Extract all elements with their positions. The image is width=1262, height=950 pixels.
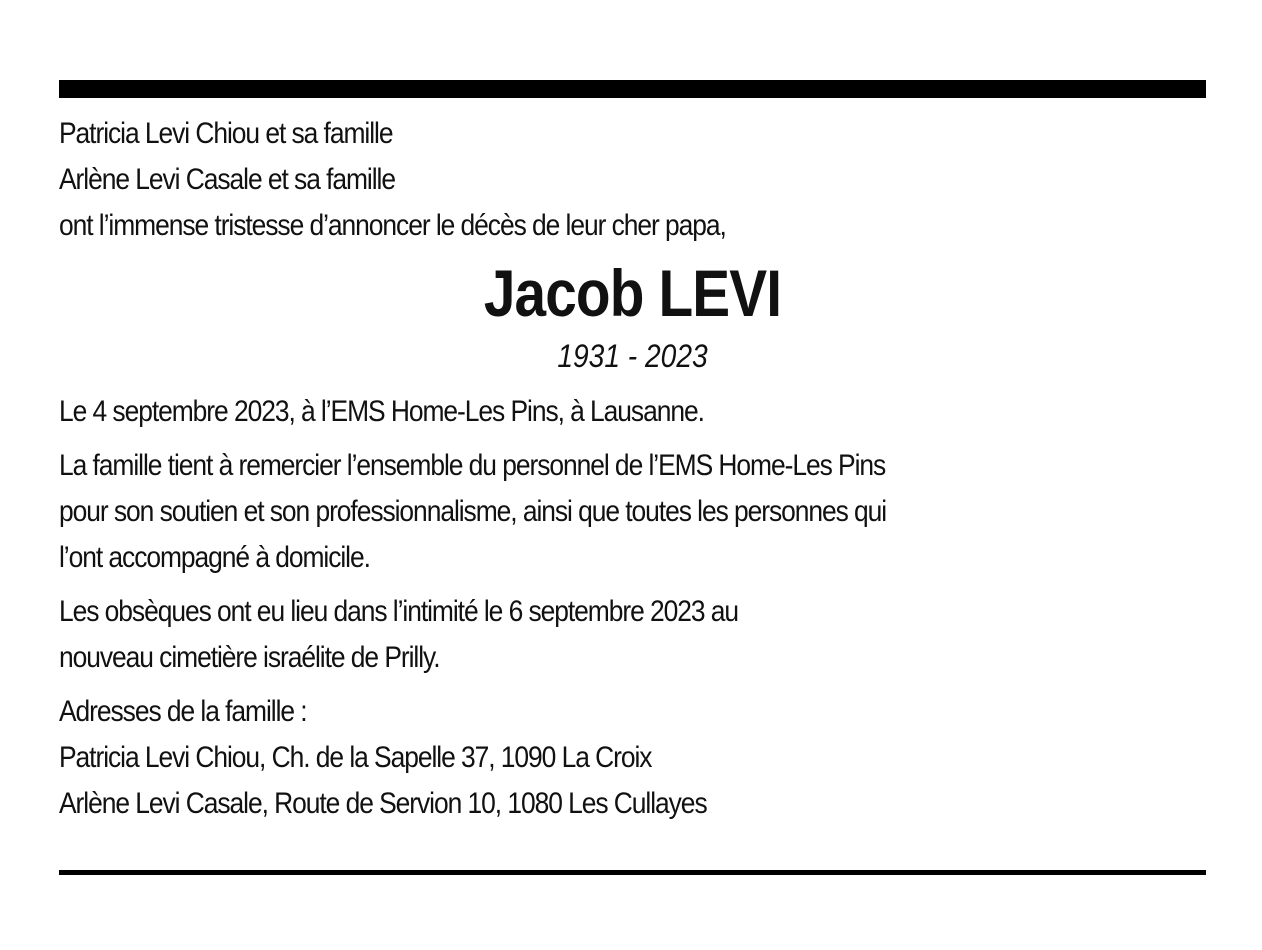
intro-block bbox=[59, 111, 1206, 249]
intro-line-3: ont l’immense tristesse d’annoncer le décès de leur cher papa, bbox=[59, 209, 726, 242]
thanks-paragraph bbox=[59, 443, 1206, 581]
obituary-notice bbox=[59, 80, 1206, 827]
intro-line-1: Patricia Levi Chiou et sa famille bbox=[59, 117, 393, 150]
address-item-2: Arlène Levi Casale, Route de Servion 10, 1080 Les Cullayes bbox=[59, 787, 707, 820]
funeral-line-2: nouveau cimetière israélite de Prilly. bbox=[59, 641, 440, 674]
funeral-line-1: Les obsèques ont eu lieu dans l’intimité le 6 septembre 2023 au bbox=[59, 595, 739, 628]
addresses-heading: Adresses de la famille : bbox=[59, 695, 307, 728]
bottom-rule bbox=[59, 870, 1206, 875]
deceased-name: Jacob LEVI bbox=[483, 256, 782, 330]
death-notice-line: Le 4 septembre 2023, à l’EMS Home-Les Pins, à Lausanne. bbox=[59, 395, 704, 428]
intro-line-2: Arlène Levi Casale et sa famille bbox=[59, 163, 395, 196]
thanks-line-2: pour son soutien et son professionnalisme, ainsi que toutes les personnes qui bbox=[59, 495, 887, 528]
top-rule bbox=[59, 80, 1206, 98]
death-notice-paragraph bbox=[59, 389, 1206, 435]
funeral-paragraph bbox=[59, 589, 1206, 681]
thanks-line-1: La famille tient à remercier l’ensemble du personnel de l’EMS Home-Les Pins bbox=[59, 449, 886, 482]
address-item-1: Patricia Levi Chiou, Ch. de la Sapelle 37, 1090 La Croix bbox=[59, 741, 652, 774]
deceased-dates: 1931 - 2023 bbox=[557, 338, 708, 374]
addresses-block bbox=[59, 689, 1206, 827]
thanks-line-3: l’ont accompagné à domicile. bbox=[59, 541, 370, 574]
